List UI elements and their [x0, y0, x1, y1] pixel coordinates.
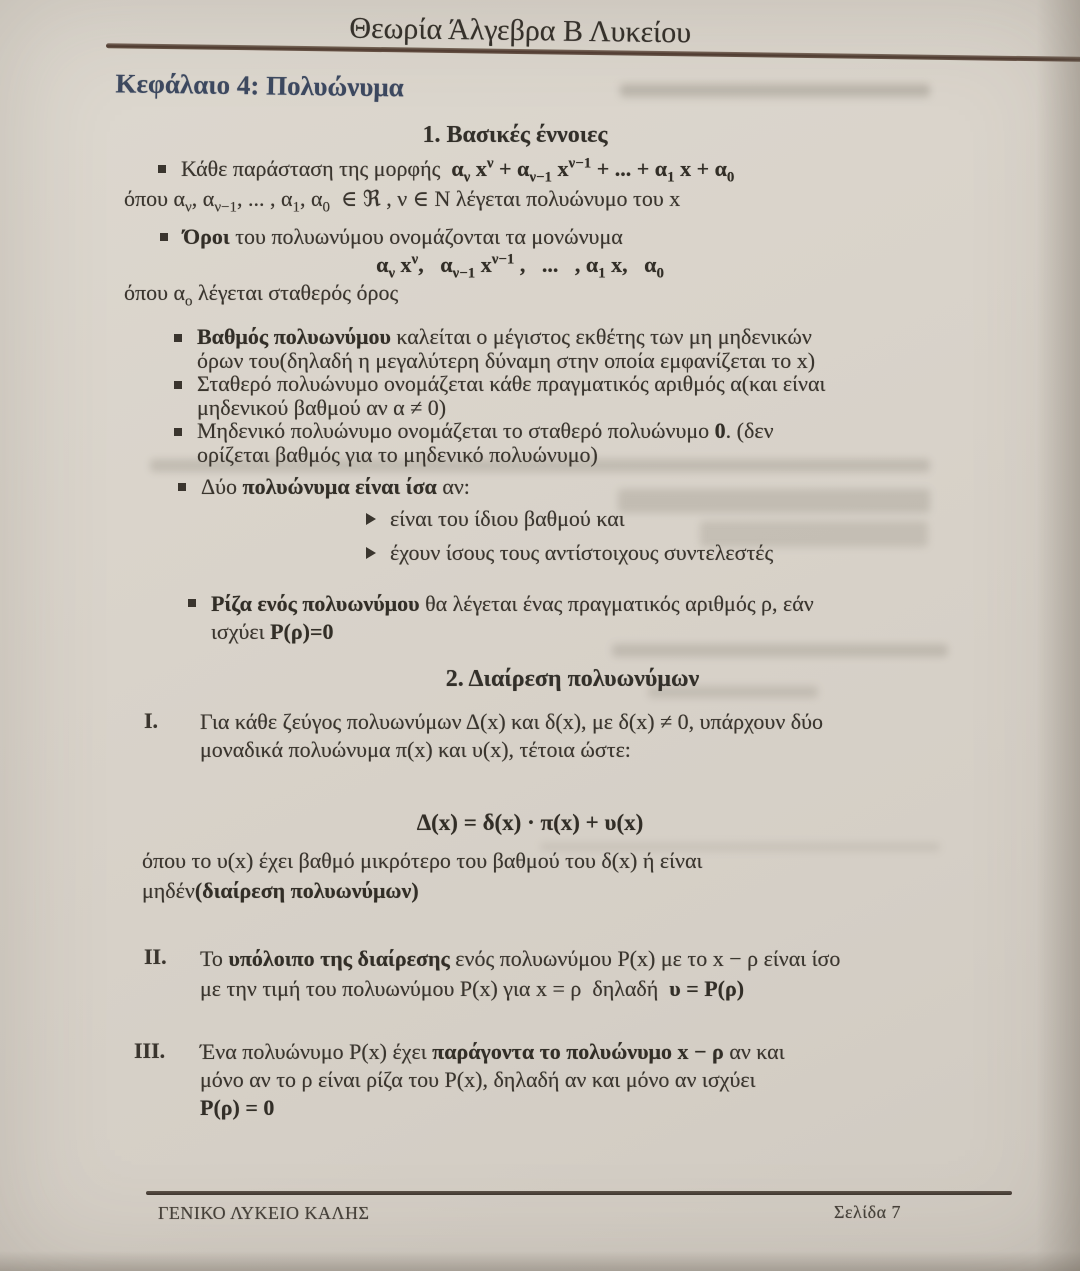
footer-rule — [146, 1191, 1012, 1195]
section-2-heading: 2. Διαίρεση πολυωνύμων — [445, 666, 700, 692]
bullet-item-root — [188, 590, 814, 646]
bullet-text-continued: όπου $\alpha_\nu$, $\alpha_{\nu-1}$, ... , $\alpha_1$, $\alpha_0$ ∈ ℜ , ν ∈ N λέγεται πολυώνυμο του x — [124, 186, 681, 216]
bullet-text: Μηδενικό πολυώνυμο ονομάζεται το σταθερό πολυώνυμο 0. (δεν ορίζεται βαθμός για το μηδενικό πολυώνυμο) — [197, 418, 774, 467]
bullet-square-icon — [188, 599, 196, 607]
bullet-item-constant-polynomial — [174, 372, 825, 420]
arrow-bullet-icon — [366, 513, 376, 525]
bullet-item-equal-polynomials — [178, 474, 470, 500]
item-2-label: II. — [144, 944, 167, 969]
bullet-text: Βαθμός πολυωνύμου καλείται ο μέγιστος εκθέτης των μη μηδενικών όρων του(δηλαδή η μεγαλύτερη δύναμη στην οποία εμφανίζεται το x) — [197, 324, 816, 373]
sub-bullet-text: είναι του ίδιου βαθμού και — [390, 506, 625, 531]
bullet-text: Σταθερό πολυώνυμο ονομάζεται κάθε πραγματικός αριθμός α(και είναι μηδενικού βαθμού αν α ≠ 0) — [197, 371, 826, 420]
page-header — [0, 0, 1080, 138]
bullet-square-icon — [174, 428, 182, 436]
footer-page-number: Σελίδα 7 — [834, 1202, 902, 1222]
bullet-square-icon — [160, 233, 168, 241]
item-1-note: όπου το υ(x) έχει βαθμό μικρότερο του βαθμού του δ(x) ή είναι μηδέν(διαίρεση πολυωνύμων) — [142, 848, 703, 903]
bullet-square-icon — [158, 165, 166, 173]
item-1-label: I. — [144, 708, 159, 733]
bullet-square-icon — [174, 381, 182, 389]
item-3-text: Ένα πολυώνυμο P(x) έχει παράγοντα το πολυώνυμο x − ρ αν και μόνο αν το ρ είναι ρίζα του P(x), δηλαδή αν και μόνο αν ισχύει P(ρ) = 0 — [200, 1039, 785, 1120]
division-identity-formula: Δ(x) = δ(x) · π(x) + υ(x) — [416, 810, 644, 835]
bullet-item-terms — [160, 224, 623, 250]
sub-bullet-equal-coefficients — [366, 540, 773, 566]
constant-term-note: όπου $\alpha_o$ λέγεται σταθερός όρος — [124, 280, 399, 310]
page-edge-shadow-right — [1036, 0, 1080, 1271]
chapter-heading: Κεφάλαιο 4: Πολυώνυμα — [115, 68, 404, 103]
item-3-label: III. — [134, 1038, 166, 1063]
sub-bullet-text: έχουν ίσους τους αντίστοιχους συντελεστές — [390, 540, 774, 565]
footer-school-name: ΓΕΝΙΚΟ ΛΥΚΕΙΟ ΚΑΛΗΣ — [158, 1203, 370, 1223]
arrow-bullet-icon — [366, 547, 376, 559]
bullet-text: Δύο πολυώνυμα είναι ίσα αν: — [201, 474, 470, 499]
page-edge-shadow-bottom — [0, 1251, 1080, 1271]
bullet-item-degree — [174, 325, 815, 373]
monomials-formula: $\alpha_\nu$ $x^\nu$, $\alpha_{\nu-1}$ $x^{\nu-1}$ , ... , $\alpha_1$ x, $\alpha_0$ — [376, 251, 664, 282]
bleed-through-smudge — [618, 489, 930, 513]
bullet-text: Όροι του πολυωνύμου ονομάζονται τα μονώνυμα — [183, 224, 623, 249]
bullet-item-definition-polynomial — [158, 155, 735, 186]
item-2-text: Το υπόλοιπο της διαίρεσης ενός πολυωνύμου P(x) με το x − ρ είναι ίσο με την τιμή του πολυωνύμου P(x) για x = ρ δηλαδή υ = P(ρ) — [200, 946, 841, 1001]
item-1-text: Για κάθε ζεύγος πολυωνύμων Δ(x) και δ(x), με δ(x) ≠ 0, υπάρχουν δύο μοναδικά πολυώνυμα π(x) και υ(x), τέτοια ώστε: — [200, 709, 824, 762]
bullet-text: Κάθε παράσταση της μορφής $\alpha_\nu$ $x^\nu + \alpha_{\nu-1}$ $x^{\nu-1}$ + ... + $\alpha_1$ $x + \alpha_0$ — [181, 155, 735, 186]
page-title: Θεωρία Άλγεβρα Β Λυκείου — [349, 11, 692, 50]
bullet-square-icon — [174, 334, 182, 342]
bullet-square-icon — [178, 483, 186, 491]
bullet-item-zero-polynomial — [174, 419, 774, 467]
sub-bullet-same-degree — [366, 506, 625, 532]
bullet-text: Ρίζα ενός πολυωνύμου θα λέγεται ένας πραγματικός αριθμός ρ, εάν ισχύει P(ρ)=0 — [211, 591, 814, 644]
section-1-heading: 1. Βασικές έννοιες — [422, 122, 608, 148]
